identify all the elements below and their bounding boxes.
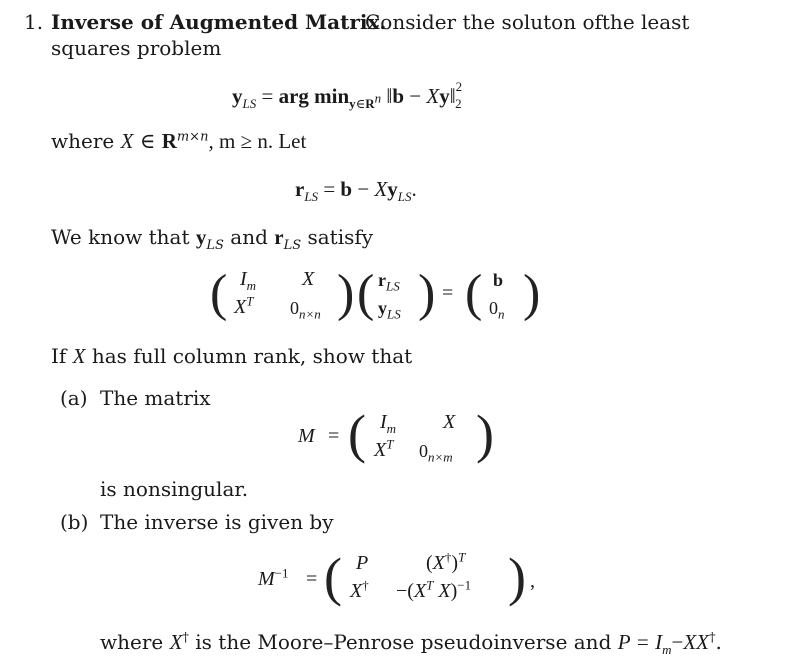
problem-title: Inverse of Augmented Matrix. <box>51 10 387 34</box>
intro-line-2: squares problem <box>51 36 222 60</box>
intro-line-1: Consider the soluton ofthe least <box>365 10 690 34</box>
inverse-equation: $M^{-1}$ = ( P $(X^\dagger)^T$ X† $-(X^T$ X)$^{-1}$ ) , <box>258 547 535 607</box>
part-b-label: (b) <box>60 510 89 534</box>
part-b-where-line: where X† is the Moore–Penrose pseudoinverse and $P = I_m-XX^\dagger$. <box>100 630 722 658</box>
part-a-text: The matrix <box>100 386 211 410</box>
matrix-m-equation: M = ( $I_m$ X $X^T$ $0_{n\times m}$ ) <box>298 404 494 465</box>
part-a-tail: is nonsingular. <box>100 477 249 501</box>
equation-rls: $r_{LS} = b - Xy_{LS}$. <box>295 177 417 205</box>
problem-number: 1. <box>24 10 44 34</box>
block-system-equation: ( $I_m$ X $X^T$ $0_{n\times n}$ ) ( $r_{LS}$ $y_{LS}$ ) = ( b $0_n$ ) <box>210 265 541 322</box>
we-know-line: We know that $y_{LS}$ and $r_{LS}$ satisfy <box>51 225 374 253</box>
equation-yls: $y_{LS}$ = arg $\min_{y\in R^n}$ ‖b − Xy‖$^2_2$ <box>232 79 463 112</box>
part-a-label: (a) <box>60 386 88 410</box>
if-line: If X has full column rank, show that <box>51 344 413 368</box>
where-line: where X ∈ $R^{m\times n}$, m ≥ n. Let <box>51 129 307 153</box>
part-b-text: The inverse is given by <box>100 510 334 534</box>
